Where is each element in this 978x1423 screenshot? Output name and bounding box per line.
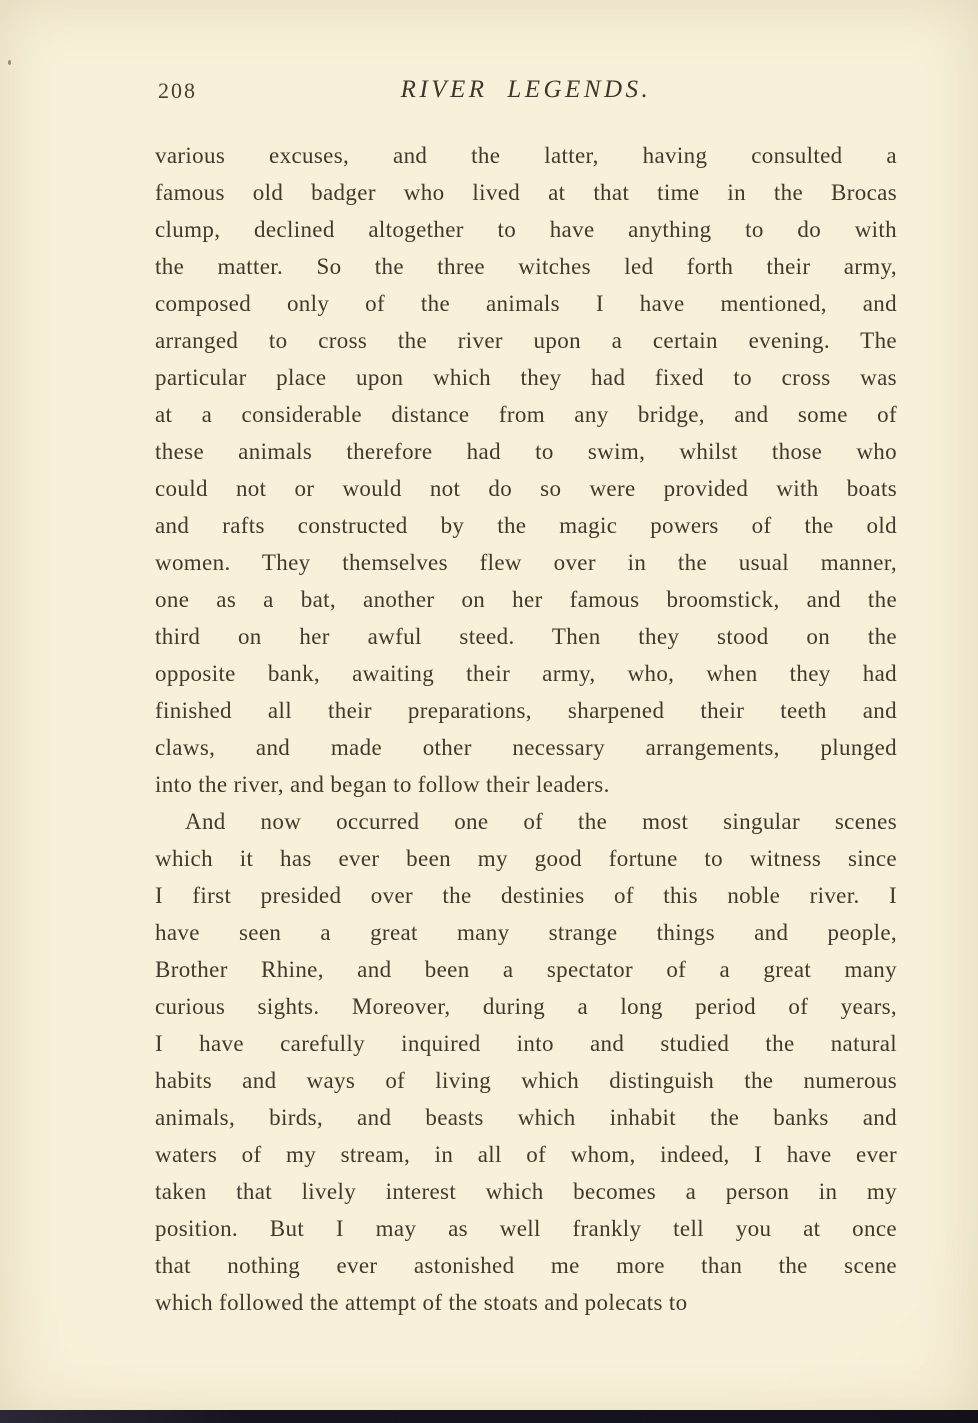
text-line: finished all their preparations, sharpened their teeth and xyxy=(155,698,897,723)
text-block xyxy=(155,137,897,1321)
text-line: animals, birds, and beasts which inhabit the banks and xyxy=(155,1105,897,1130)
text-line: one as a bat, another on her famous broomstick, and the xyxy=(155,587,897,612)
text-line: that nothing ever astonished me more than the scene xyxy=(155,1253,897,1278)
text-line: which followed the attempt of the stoats and polecats to xyxy=(155,1290,688,1315)
page-header xyxy=(155,76,897,110)
page-number: 208 xyxy=(158,78,197,103)
text-line: could not or would not do so were provided with boats xyxy=(155,476,897,501)
text-line: third on her awful steed. Then they stood on the xyxy=(155,624,897,649)
text-line: Brother Rhine, and been a spectator of a great many xyxy=(155,957,897,982)
running-title: RIVER LEGENDS. xyxy=(400,76,652,103)
text-line: composed only of the animals I have mentioned, and xyxy=(155,291,897,316)
text-line: into the river, and began to follow their leaders. xyxy=(155,772,610,797)
scan-artifact-speck xyxy=(8,60,11,65)
text-line: have seen a great many strange things and people, xyxy=(155,920,897,945)
text-line: various excuses, and the latter, having consulted a xyxy=(155,143,897,168)
text-line: I first presided over the destinies of this noble river. I xyxy=(155,883,897,908)
text-line: taken that lively interest which becomes a person in my xyxy=(155,1179,897,1204)
text-line: opposite bank, awaiting their army, who, when they had xyxy=(155,661,897,686)
text-line: and rafts constructed by the magic powers of the old xyxy=(155,513,897,538)
text-line: And now occurred one of the most singular scenes xyxy=(185,809,897,834)
text-line: women. They themselves flew over in the usual manner, xyxy=(155,550,897,575)
text-line: particular place upon which they had fixed to cross was xyxy=(155,365,897,390)
text-line: curious sights. Moreover, during a long period of years, xyxy=(155,994,897,1019)
text-line: which it has ever been my good fortune to witness since xyxy=(155,846,897,871)
text-line: at a considerable distance from any bridge, and some of xyxy=(155,402,897,427)
text-line: position. But I may as well frankly tell you at once xyxy=(155,1216,897,1241)
page-bottom-shadow xyxy=(0,1410,978,1423)
text-line: waters of my stream, in all of whom, indeed, I have ever xyxy=(155,1142,897,1167)
text-line: the matter. So the three witches led forth their army, xyxy=(155,254,897,279)
text-line: I have carefully inquired into and studied the natural xyxy=(155,1031,897,1056)
text-line: habits and ways of living which distinguish the numerous xyxy=(155,1068,897,1093)
text-line: clump, declined altogether to have anything to do with xyxy=(155,217,897,242)
text-line: claws, and made other necessary arrangements, plunged xyxy=(155,735,897,760)
text-line: famous old badger who lived at that time in the Brocas xyxy=(155,180,897,205)
text-line: these animals therefore had to swim, whilst those who xyxy=(155,439,897,464)
text-line: arranged to cross the river upon a certain evening. The xyxy=(155,328,897,353)
